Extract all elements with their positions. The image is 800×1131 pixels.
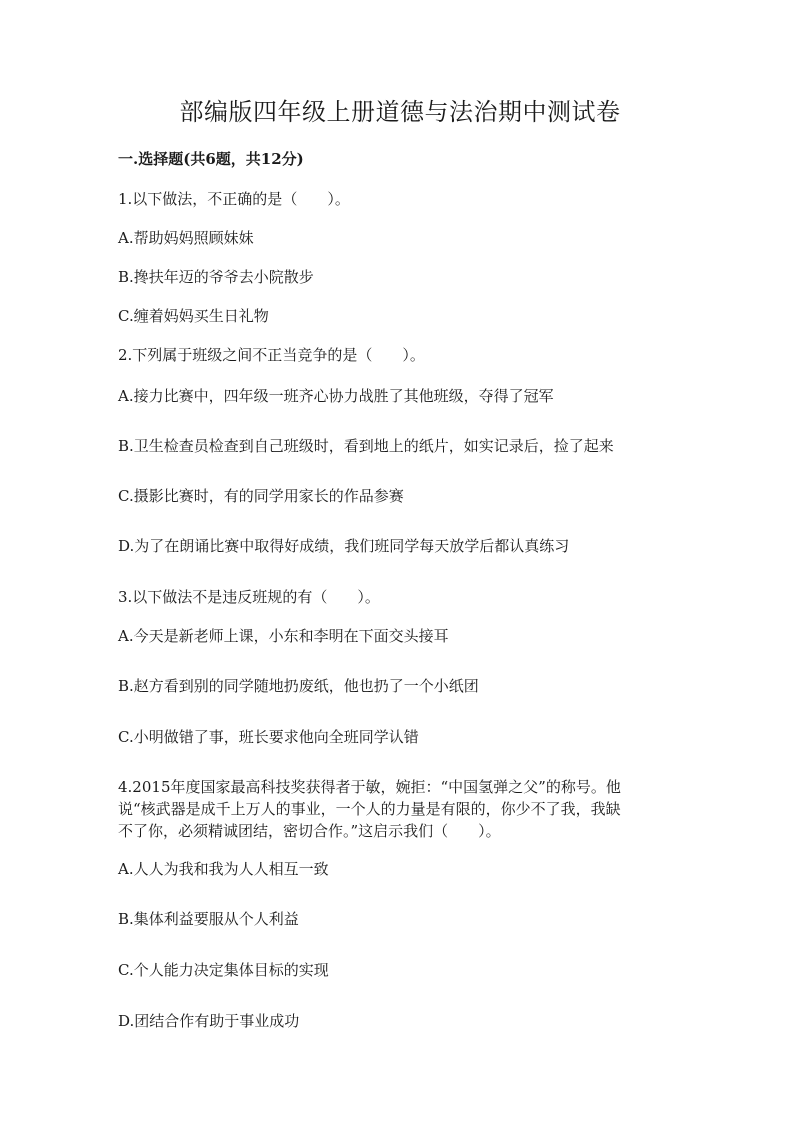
question-2-stem: 2.下列属于班级之间不正当竞争的是（ ）。 [118,346,425,364]
question-1-option-a: A.帮助妈妈照顾妹妹 [118,229,254,247]
question-3-option-b: B.赵方看到别的同学随地扔废纸，他也扔了一个小纸团 [118,677,479,695]
question-2-option-a: A.接力比赛中，四年级一班齐心协力战胜了其他班级，夺得了冠军 [118,387,554,405]
question-4-option-c: C.个人能力决定集体目标的实现 [118,961,329,979]
question-3-stem: 3.以下做法不是违反班规的有（ ）。 [118,588,380,606]
question-3-option-a: A.今天是新老师上课，小东和李明在下面交头接耳 [118,627,449,645]
question-1-stem: 1.以下做法，不正确的是（ ）。 [118,190,350,208]
question-1-option-b: B.搀扶年迈的爷爷去小院散步 [118,268,314,286]
question-2-option-d: D.为了在朗诵比赛中取得好成绩，我们班同学每天放学后都认真练习 [118,537,570,555]
question-1-option-c: C.缠着妈妈买生日礼物 [118,307,269,325]
page-title: 部编版四年级上册道德与法治期中测试卷 [179,98,621,126]
question-4-stem-line-1: 4.2015年度国家最高科技奖获得者于敏，婉拒：“中国氢弹之父”的称号。他 [118,778,621,796]
question-3-option-c: C.小明做错了事，班长要求他向全班同学认错 [118,728,419,746]
question-4-stem-line-2: 说“核武器是成千上万人的事业，一个人的力量是有限的，你少不了我，我缺 [118,800,621,818]
question-2-option-b: B.卫生检查员检查到自己班级时，看到地上的纸片，如实记录后，捡了起来 [118,437,614,455]
question-4-option-b: B.集体利益要服从个人利益 [118,910,299,928]
question-4-option-d: D.团结合作有助于事业成功 [118,1012,300,1030]
section-heading: 一.选择题(共6题，共12分) [118,150,304,168]
question-4-option-a: A.人人为我和我为人人相互一致 [118,860,329,878]
question-2-option-c: C.摄影比赛时，有的同学用家长的作品参赛 [118,487,404,505]
question-4-stem-line-3: 不了你，必须精诚团结，密切合作。”这启示我们（ ）。 [118,822,501,840]
question-4-stem [118,776,678,842]
